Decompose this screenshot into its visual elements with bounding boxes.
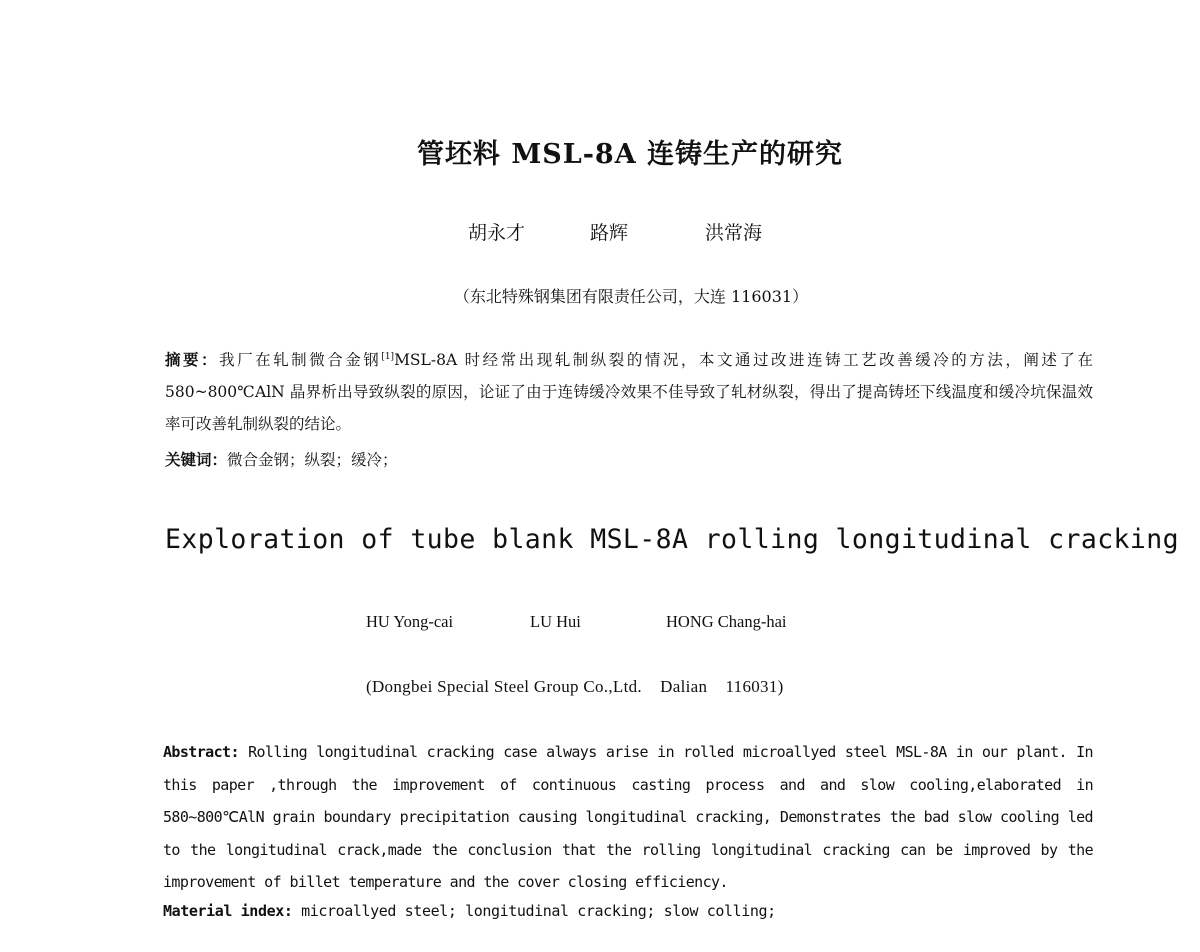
english-abstract [163,736,1093,899]
chinese-abstract-text-1: 我厂在轧制微合金钢 [219,351,382,369]
chinese-authors [468,218,762,245]
chinese-author-1: 胡永才 [468,222,526,244]
english-title: Exploration of tube blank MSL-8A rolling longitudinal cracking [165,524,1179,555]
chinese-author-3: 洪常海 [705,222,763,244]
chinese-keywords-text: 微合金钢；纵裂；缓冷； [227,451,398,469]
chinese-affiliation: （东北特殊钢集团有限责任公司，大连 116031） [453,287,809,306]
chinese-author-2: 路辉 [590,222,629,244]
chinese-abstract-label: 摘要： [165,350,220,369]
chinese-title: 管坯料 MSL-8A 连铸生产的研究 [416,139,844,170]
english-keywords [163,902,776,920]
citation-ref: [1] [381,351,395,362]
english-keywords-text: microallyed steel; longitudinal cracking; slow colling; [301,902,776,920]
chinese-abstract-text-2: MSL-8A 时经常出现轧制纵裂的情况，本文通过改进连铸工艺改善缓冷的方法，阐述了在 580~800℃AlN 晶界析出导致纵裂的原因，论证了由于连铸缓冷效果不佳导致了轧材纵裂，得出了提高铸坯下线温度和缓冷坑保温效率可改善轧制纵裂的结论。 [165,351,1093,433]
english-author-3: HONG Chang-hai [666,612,787,631]
english-abstract-text: Rolling longitudinal cracking case always arise in rolled microallyed steel MSL-8A in our plant. In this paper ,through the improvement of continuous casting process and and slow cooling,elaborated in 580~800℃AlN grain boundary precipitation causing longitudinal cracking, Demonstrates the bad slow cooling led to the longitudinal crack,made the conclusion that the rolling longitudinal cracking can be improved by the improvement of billet temperature and the cover closing efficiency. [163,743,1093,891]
english-authors [366,612,787,632]
english-abstract-label: Abstract: [163,743,239,761]
english-affiliation: (Dongbei Special Steel Group Co.,Ltd. Dalian 116031) [366,677,784,696]
chinese-abstract [165,344,1093,440]
english-author-1: HU Yong-cai [366,612,454,631]
chinese-keywords-label: 关键词： [165,450,228,469]
english-keywords-label: Material index: [163,902,293,920]
english-author-2: LU Hui [530,612,581,631]
chinese-keywords [165,448,398,470]
